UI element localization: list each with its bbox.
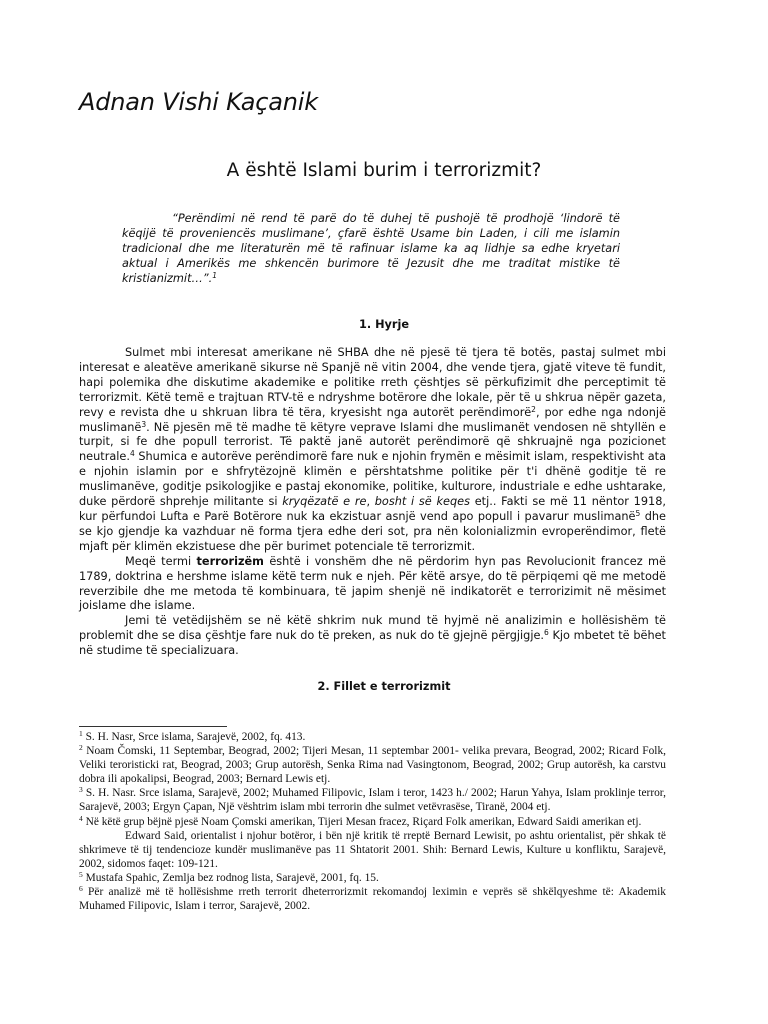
footnote-2: $^2$ Noam Čomski, 11 Septembar, Beograd, 2002; Tijeri Mesan, 11 septembar 2001- velika prevara, Beograd, 2002; Ricard Folk, Veliki teroristicki rat, Beograd, 2003; Grup autorësh, Senka Rima nad Vasingtonom, Beograd, 2002; Grup autorësh, ka carstvu dobra ili apokalipsi, Beograd, 2003; Bernard Lewis etj.	[79, 743, 666, 786]
footnote-4: $^4$ Në këtë grup bëjnë pjesë Noam Çomski amerikan, Tijeri Mesan fracez, Riçard Folk amerikan, Edward Saidi amerikan etj.	[79, 813, 642, 828]
footnote-6: $^6$ Për analizë më të hollësishme rreth terrorit dheterrorizmit rekomandoj leximin e veprës së shkëlqyeshme të: Akademik Muhamed Filipovic, Islam i terror, Sarajevë, 2002.	[79, 884, 666, 913]
footnote-5: $^5$ Mustafa Spahic, Zemlja bez rodnog lista, Sarajevë, 2001, fq. 15.	[79, 869, 379, 884]
section-heading-introduction: 1. Hyrje	[358, 318, 409, 331]
author-name: Adnan Vishi Kaçanik	[79, 88, 318, 116]
footnote-1: $^1$ S. H. Nasr, Srce islama, Sarajevë, 2002, fq. 413.	[79, 729, 306, 743]
footnote-4-continued: Edward Said, orientalist i njohur botëror, i bën një kritik të rreptë Bernard Lewisit, po ashtu orientalist, për shkak të shkrimeve të tij tendencioze kundër muslimanëve pas 11 Shtatorit 2001. Shih: Bernard Lewis, Kulture u konfliktu, Sarajevë, 2002, sidomos faqet: 109-121.	[79, 829, 666, 870]
footnote-ref-5[interactable]: 5	[635, 508, 641, 518]
footnote-ref-3[interactable]: 3	[141, 419, 147, 429]
footnotes	[79, 730, 666, 913]
paragraph: Sulmet mbi interesat amerikane në SHBA dhe në pjesë të tjera të botës, pastaj sulmet mbi interesat e aleatëve amerikanë sikurse në Spanjë në vitin 2004, dhe vende tjera, gjatë viteve të fundit, hapi polemika dhe diskutime akademike e politike rreth çështjes së përkufizimit dhe perceptimit të terrorizmit. Këtë temë e trajtuan RTV-të e ndryshme botërore dhe lokale, për të u shkrua nëpër gazeta, revy e revista dhe u shkruan libra të tëra, kryesisht nga autorët perëndimorë$^2$, por edhe nga ndonjë muslimanë$^3$. Në pjesën më të madhe të këtyre veprave Islami dhe muslimanët vendosen në shtyllën e turpit, si fe dhe popull terrorist. Të paktë janë autorët perëndimorë që shkruajnë nga pozicionet neutrale.$^4$ Shumica e autorëve perëndimorë fare nuk e njohin frymën e mësimit islam, respektivisht ata e njohin islamin por e shfrytëzojnë klimën e përshtatshme politike për t'i dhënë goditje të re muslimanëve, goditje psikologjike e pastaj ekonomike, politike, kulturore, industriale e edhe ushtarake, duke përdorë shprehje militante si kryqëzatë e re, bosht i së keqes etj.. Fakti se më 11 nëntor 1918, kur përfundoi Lufta e Parë Botërore nuk ka ekzistuar asnjë vend apo popull i pavarur muslimanë$^5$ dhe se kjo gjendje ka vazhduar në forma tjera edhe deri sot, pra nën kolonializmin evroperëndimor, fletë mjaft për klimën ekzistuese dhe për burimet potenciale të terrorizmit.	[79, 346, 667, 553]
footnote-divider	[79, 726, 227, 727]
emphasized-term: terrorizëm	[196, 554, 264, 568]
paragraph: Jemi të vetëdijshëm se në këtë shkrim nuk mund të hyjmë në analizimin e hollësishëm të problemit dhe se disa çështje fare nuk do të preken, as nuk do të gjejnë përgjigje.$^6$ Kjo mbetet të bëhet në studime të specializuara.	[79, 614, 666, 658]
section-heading-origins: 2. Fillet e terrorizmit	[317, 680, 451, 693]
footnote-ref-2[interactable]: 2	[531, 404, 536, 414]
footnote-ref-4[interactable]: 4	[129, 449, 135, 459]
paragraph: Meqë termi terrorizëm është i vonshëm dhe në përdorim hyn pas Revolucionit francez më 1789, doktrina e hershme islame këtë term nuk e njeh. Për këtë arsye, do të përpiqemi që me metodë reverzibile dhe me metoda të kombinuara, të japim shenjë në indikatorët e terrorizimit në mësimet joislame dhe islame.	[79, 554, 666, 613]
footnote-ref-6[interactable]: 6	[544, 628, 549, 638]
footnote-ref-1[interactable]: 1	[212, 270, 218, 280]
document-title: A është Islami burim i terrorizmit?	[226, 160, 542, 181]
epigraph-quote	[122, 212, 620, 287]
footnote-3: $^3$ S. H. Nasr. Srce islama, Sarajevë, 2002; Muhamed Filipovic, Islam i teror, 1423 h./ 2002; Harun Yahya, Islam proklinje terror, Sarajevë, 2003; Ergyn Çapan, Një vështrim islam mbi terrorin dhe sulmet vetëvrasëse, Tiranë, 2004 etj.	[79, 785, 666, 814]
section-body-introduction	[79, 346, 666, 659]
quote-text: “Perëndimi në rend të parë do të duhej të pushojë të prodhojë ‘lindorë të këqijë të proveniencës muslimane’, çfarë është Usame bin Laden, i cili me islamin tradicional dhe me literaturën më të rafinuar islame ka aq lidhje sa edhe kryetari aktual i Amerikës me shkencën burimore të Jezusit dhe me traditat mistike të kristianizmit…”.	[122, 212, 620, 285]
